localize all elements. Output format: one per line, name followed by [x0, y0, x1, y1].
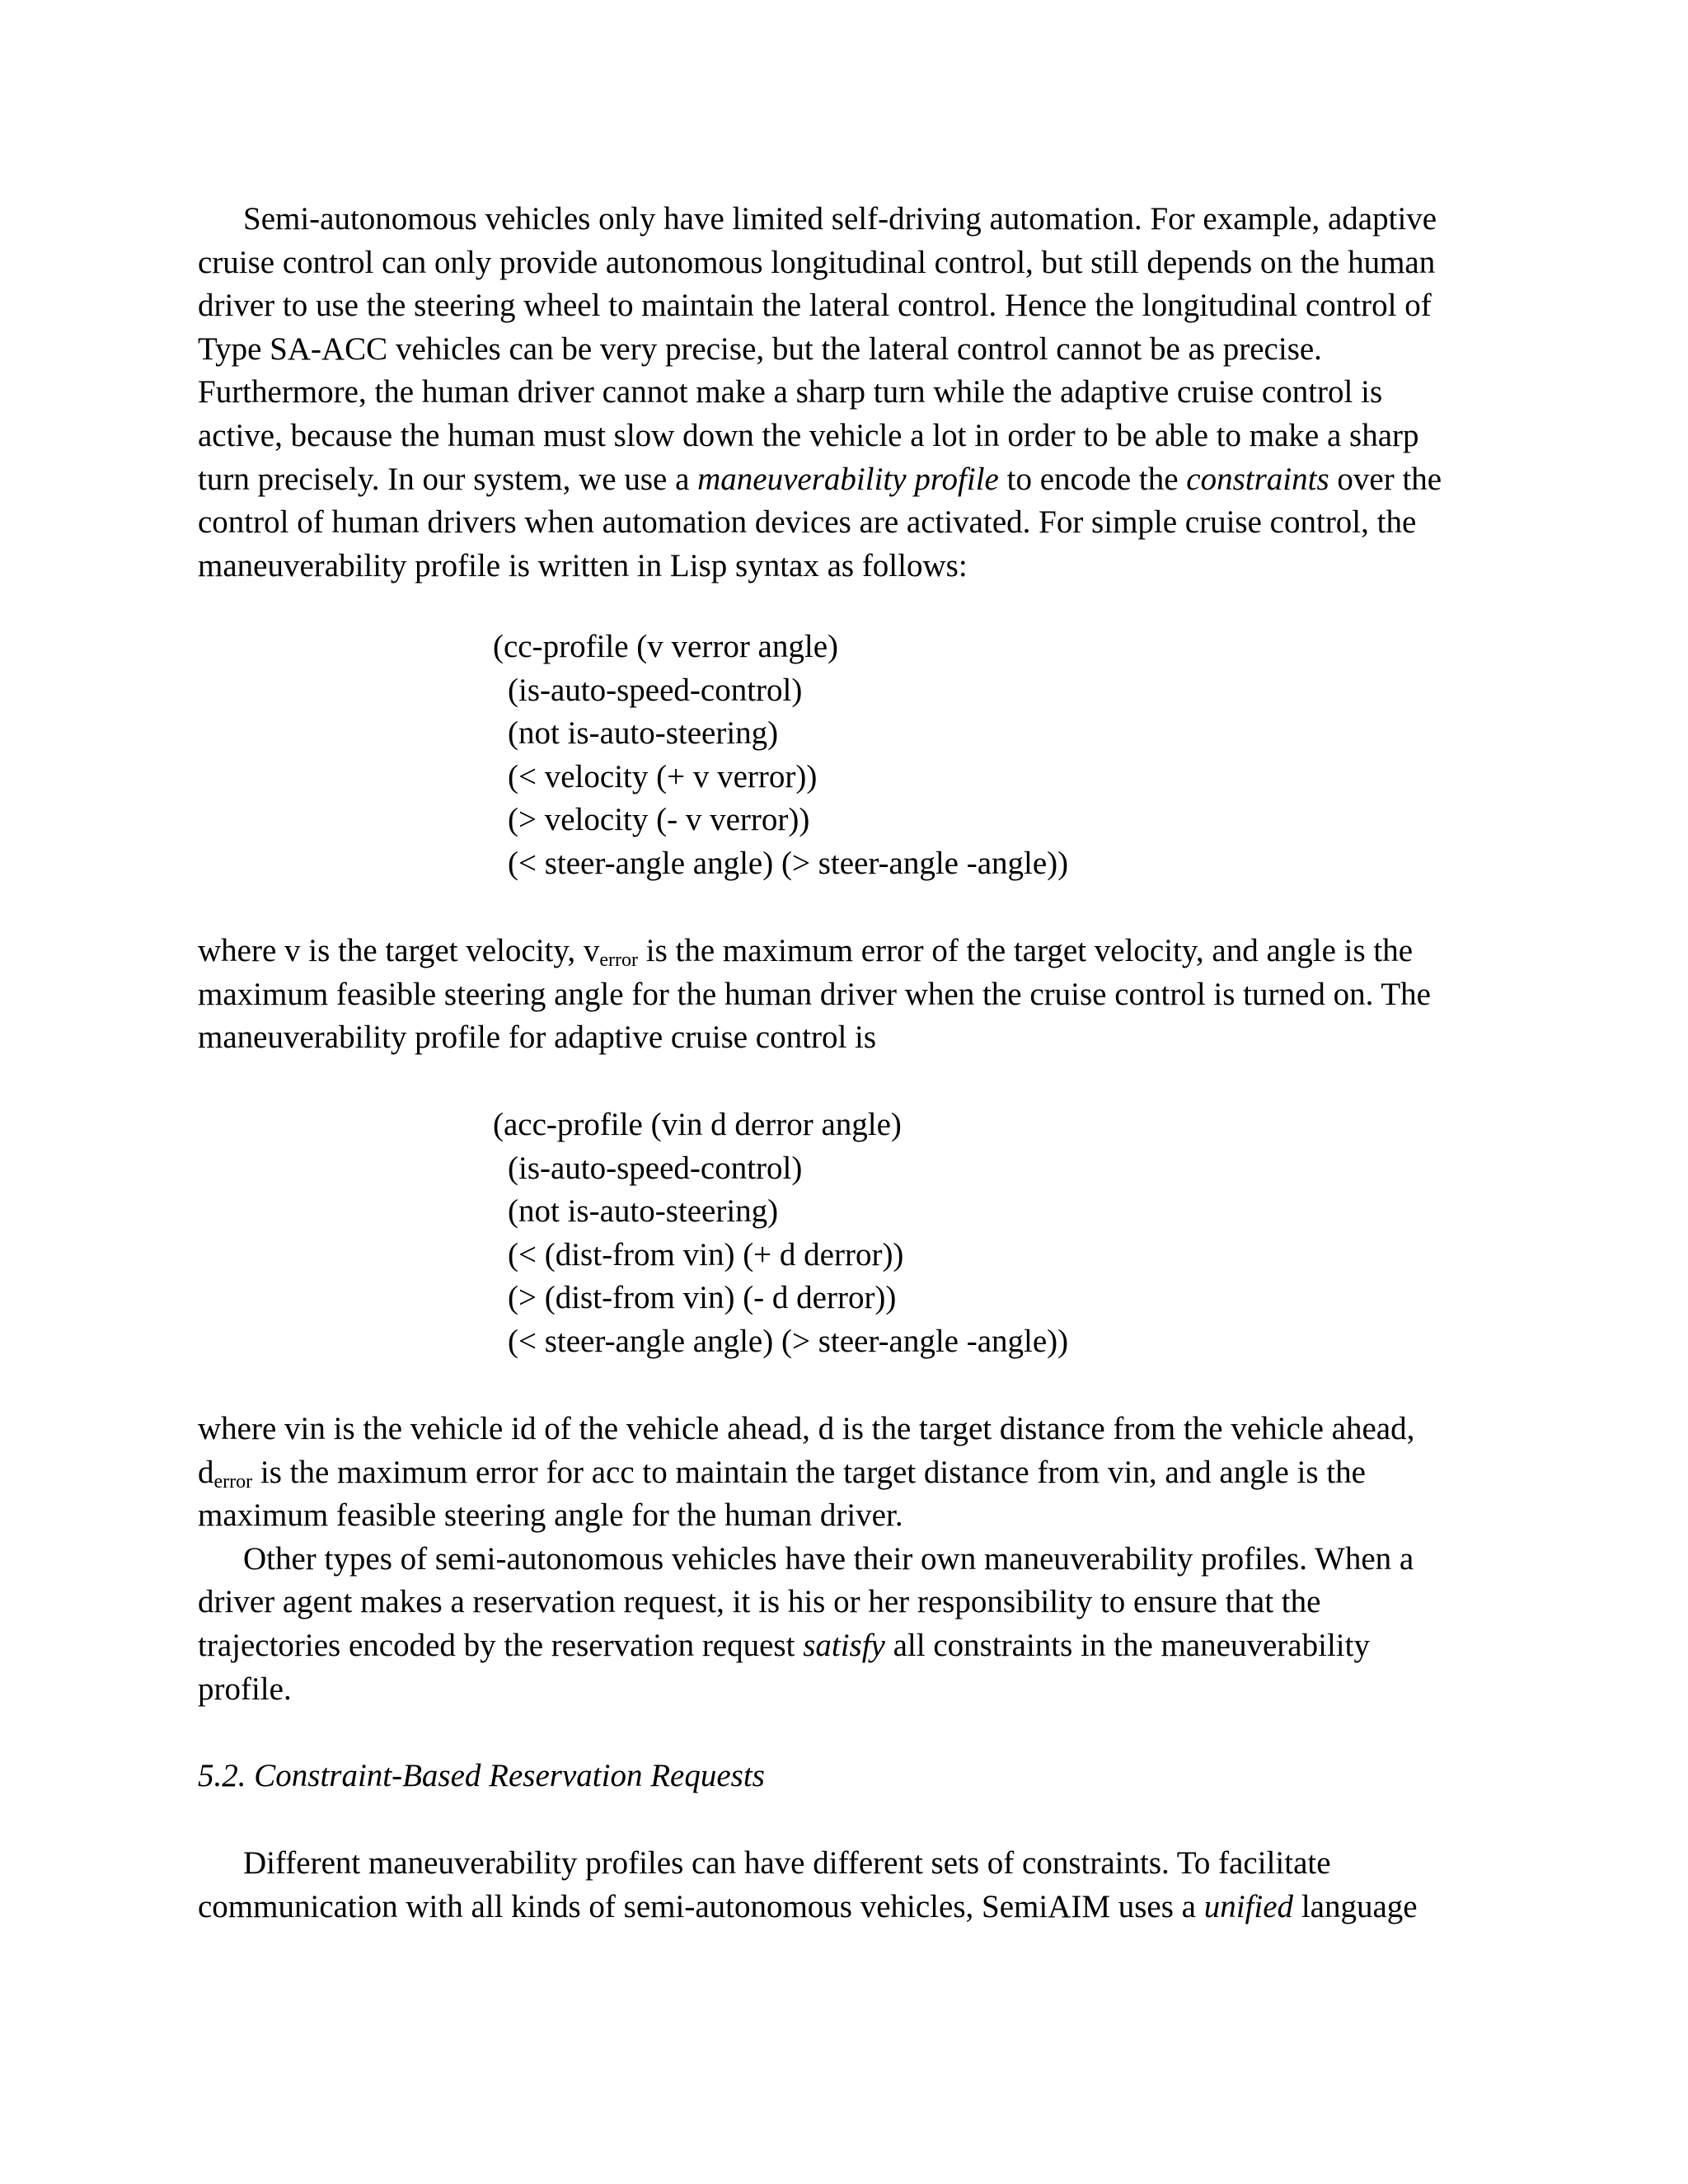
paragraph-acc-explanation	[198, 1408, 1517, 1711]
paragraph-constraint-requests	[198, 1842, 1517, 1929]
text-line: maneuverability profile for adaptive cruise control is	[198, 1019, 877, 1056]
code-line: (> (dist-from vin) (- d derror))	[508, 1280, 897, 1316]
emphasis-satisfy: satisfy	[803, 1627, 885, 1663]
section-heading: 5.2. Constraint-Based Reservation Requests	[198, 1758, 765, 1793]
code-line: (< steer-angle angle) (> steer-angle -angle))	[508, 1323, 1069, 1359]
text-line: Type SA-ACC vehicles can be very precise, but the lateral control cannot be as precise.	[198, 330, 1322, 367]
text-line: control of human drivers when automation devices are activated. For simple cruise control, the	[198, 504, 1417, 541]
text-line: Semi-autonomous vehicles only have limited self-driving automation. For example, adaptive	[243, 201, 1437, 237]
text-run: over the	[1329, 461, 1442, 497]
text-line: maneuverability profile is written in Lisp syntax as follows:	[198, 547, 968, 583]
text-run: is the maximum error of the target velocity, and angle is the	[638, 933, 1414, 968]
code-line: (is-auto-speed-control)	[508, 1150, 803, 1186]
code-line: (< steer-angle angle) (> steer-angle -angle))	[508, 845, 1069, 881]
text-run: trajectories encoded by the reservation request	[198, 1627, 804, 1663]
code-line: (not is-auto-steering)	[508, 715, 779, 752]
code-line: (< velocity (+ v verror))	[508, 758, 818, 794]
text-run: d	[198, 1454, 214, 1490]
text-run: turn precisely. In our system, we use a	[198, 461, 698, 497]
paragraph-intro	[198, 198, 1517, 588]
code-line: (acc-profile (vin d derror angle)	[493, 1107, 902, 1142]
code-line: (is-auto-speed-control)	[508, 672, 803, 708]
emphasis-maneuverability-profile: maneuverability profile	[697, 461, 999, 497]
text-run: all constraints in the maneuverability	[884, 1627, 1370, 1663]
text-line: maximum feasible steering angle for the human driver.	[198, 1497, 903, 1534]
text-line: Furthermore, the human driver cannot make a sharp turn while the adaptive cruise control is	[198, 374, 1383, 410]
subscript-error: error	[599, 949, 638, 971]
text-line: maximum feasible steering angle for the human driver when the cruise control is turned on. The	[198, 976, 1431, 1012]
code-line: (cc-profile (v verror angle)	[493, 629, 839, 664]
text-line	[198, 458, 1517, 502]
paragraph-cc-explanation	[198, 930, 1517, 1060]
text-line: Other types of semi-autonomous vehicles have their own maneuverability profiles. When a	[243, 1540, 1414, 1577]
code-block-acc-profile	[493, 1104, 1068, 1364]
code-line: (> velocity (- v verror))	[508, 802, 810, 838]
text-run: is the maximum error for acc to maintain the target distance from vin, and angle is the	[252, 1454, 1366, 1490]
text-line: Different maneuverability profiles can have different sets of constraints. To facilitate	[243, 1845, 1331, 1881]
text-run: where v is the target velocity, v	[198, 933, 600, 968]
code-block-cc-profile	[493, 626, 1068, 886]
text-run: communication with all kinds of semi-autonomous vehicles, SemiAIM uses a	[198, 1888, 1204, 1924]
text-line	[198, 1451, 1517, 1495]
subscript-error: error	[213, 1470, 253, 1493]
text-line: driver to use the steering wheel to maintain the lateral control. Hence the longitudinal control of	[198, 288, 1432, 324]
text-line: cruise control can only provide autonomous longitudinal control, but still depends on the human	[198, 244, 1436, 280]
text-line: where vin is the vehicle id of the vehicle ahead, d is the target distance from the vehicle ahead,	[198, 1411, 1415, 1446]
emphasis-constraints: constraints	[1186, 461, 1329, 497]
text-line	[198, 930, 1517, 973]
emphasis-unified: unified	[1203, 1888, 1294, 1924]
code-line: (not is-auto-steering)	[508, 1193, 779, 1230]
text-line	[198, 1886, 1517, 1929]
code-line: (< (dist-from vin) (+ d derror))	[508, 1236, 904, 1272]
text-line: driver agent makes a reservation request, it is his or her responsibility to ensure that the	[198, 1584, 1321, 1620]
text-line: active, because the human must slow down the vehicle a lot in order to be able to make a sharp	[198, 417, 1419, 453]
text-run: to encode the	[998, 461, 1187, 497]
text-line: profile.	[198, 1671, 292, 1707]
text-line	[198, 1624, 1517, 1668]
text-run: language	[1293, 1888, 1418, 1924]
